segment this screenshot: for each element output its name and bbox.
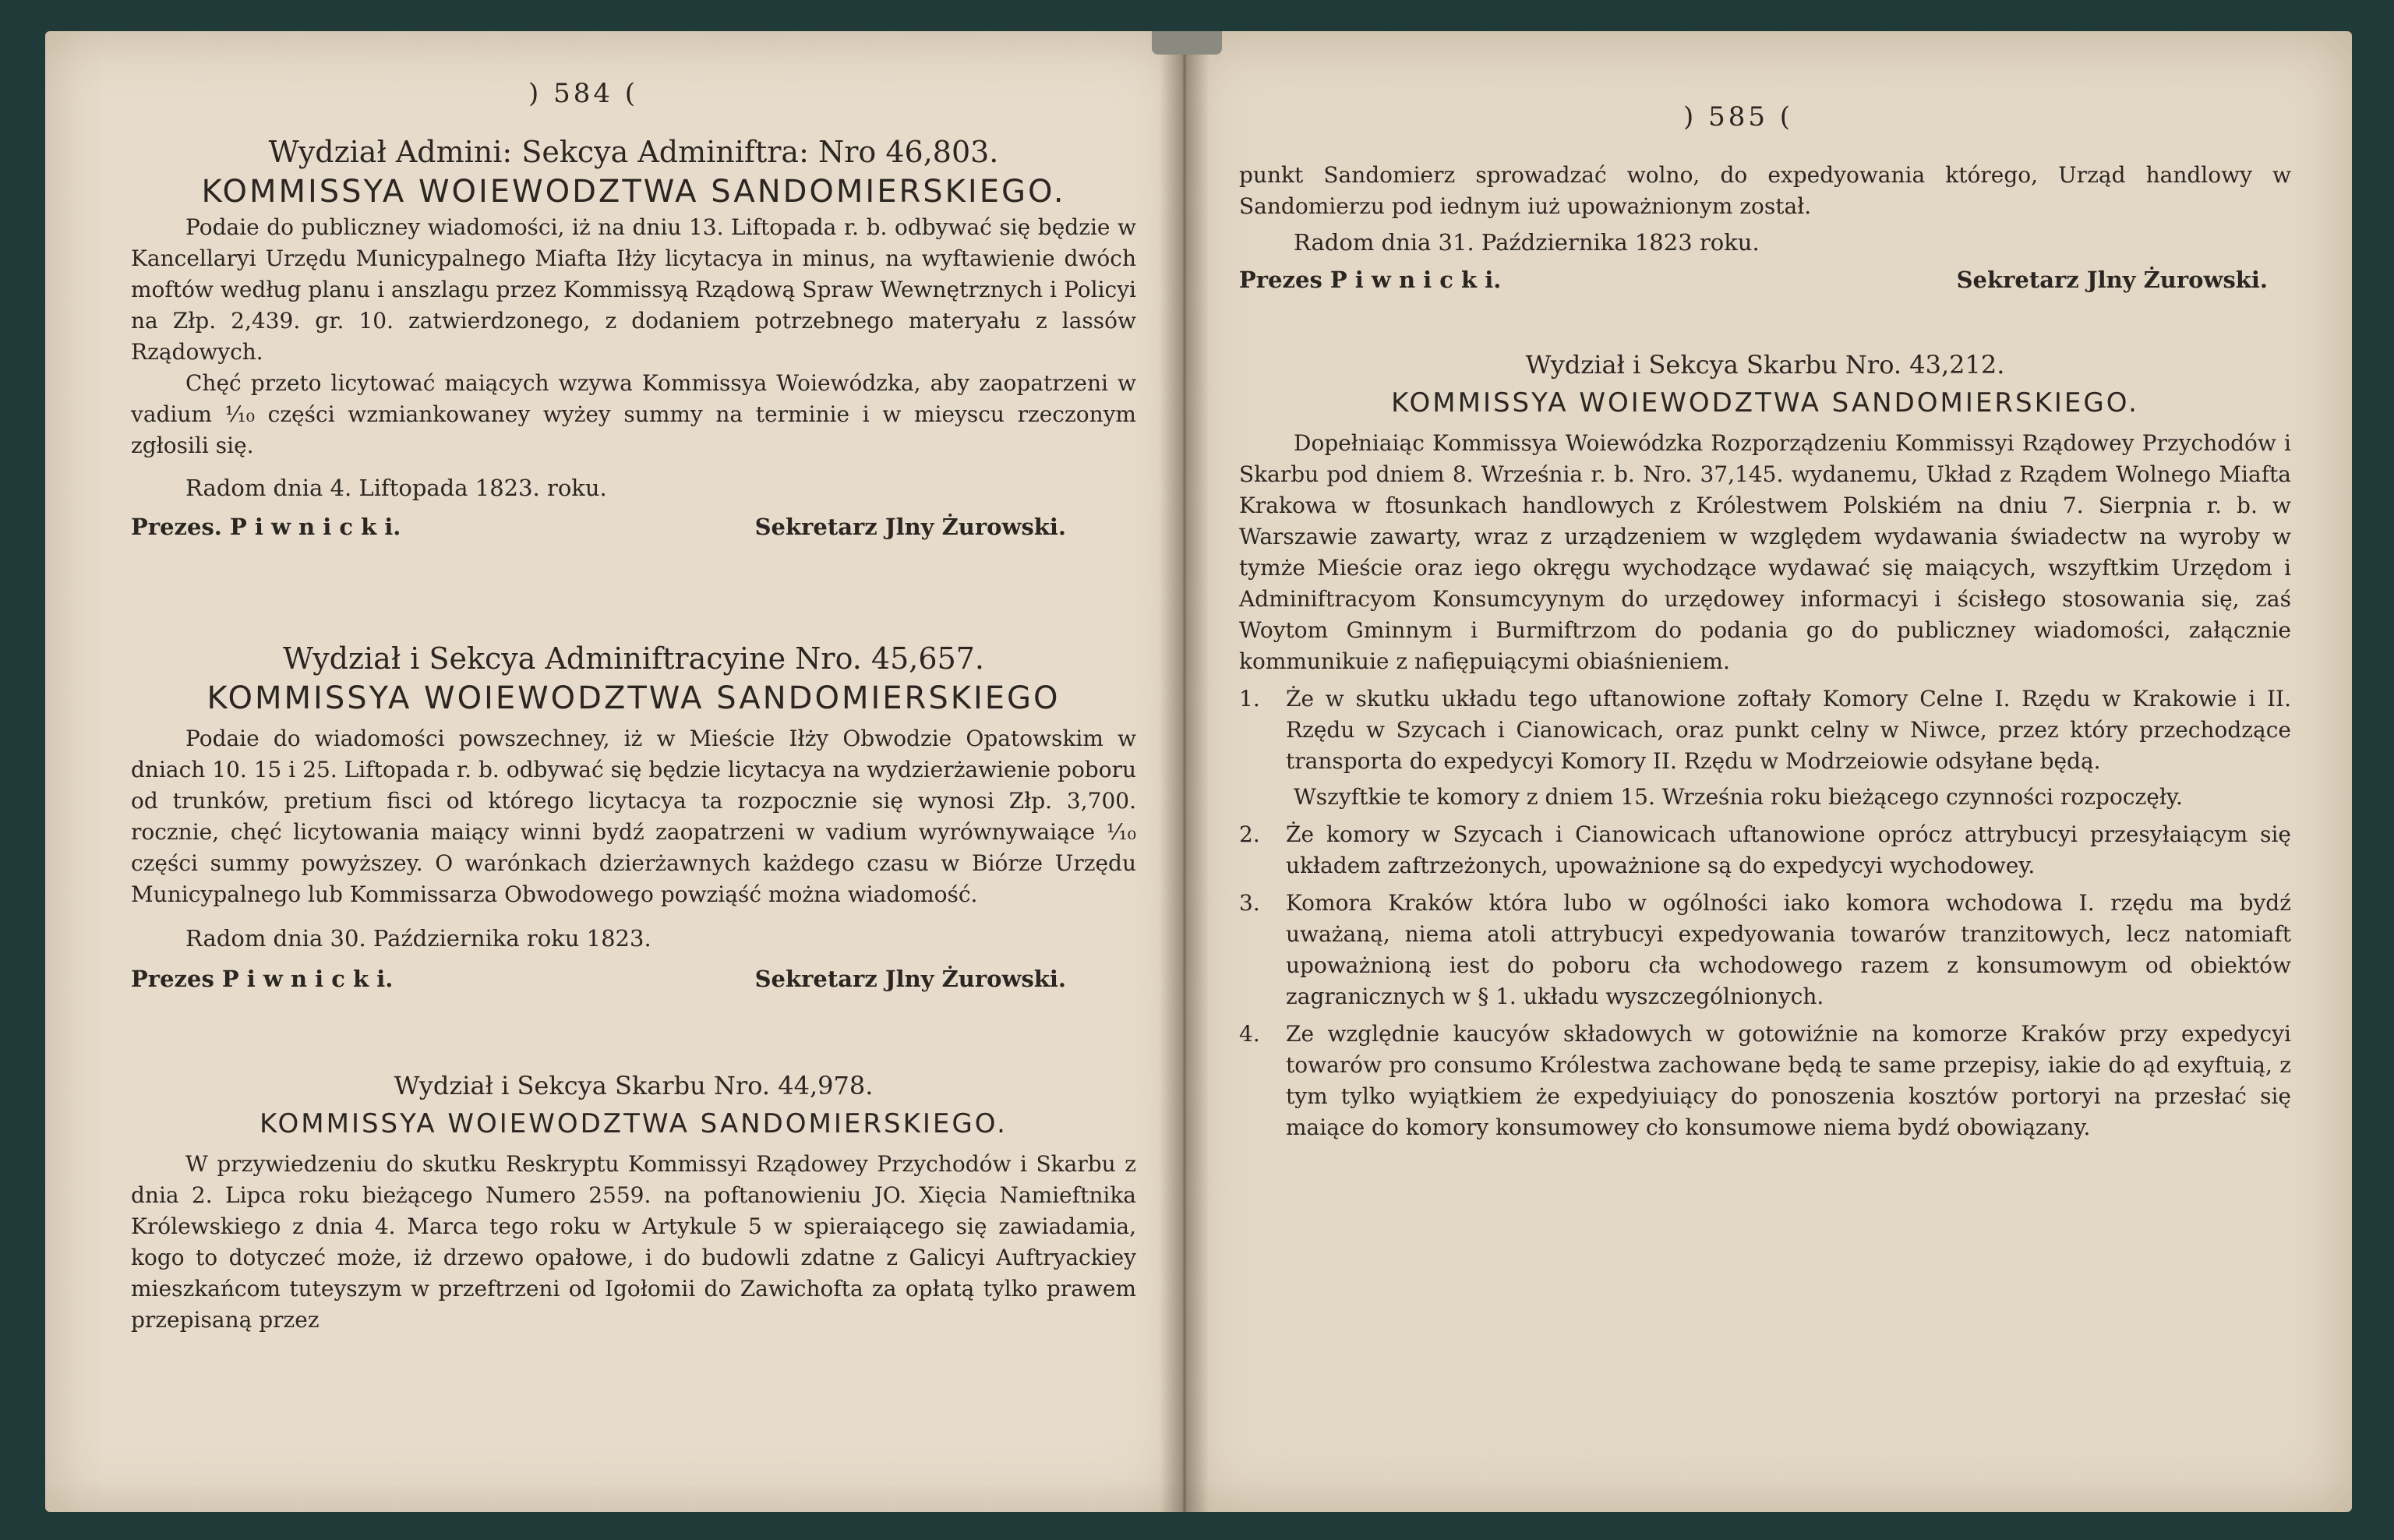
commission-title: KOMMISSYA WOIEWODZTWA SANDOMIERSKIEGO. (260, 1108, 1008, 1139)
notice-heading: Wydział i Sekcya Skarbu Nro. 44,978. (394, 1071, 874, 1100)
item-text: Wszyftkie te komory z dniem 15. Września roku bieżącego czynności rozpoczęły. (1294, 784, 2183, 810)
item-text: Że komory w Szycach i Cianowicach uftanowione oprócz attrybucyi przesyłaiącym się układem zaftrzeżonych, upoważnione są do expedycyi wychodowey. (1286, 821, 2291, 878)
notice-intro: Dopełniaiąc Kommissya Woiewódzka Rozporządzeniu Kommissyi Rządowey Przychodów i Skarbu pod dniem 8. Września r. b. Nro. 37,145. wydanemu, Układ z Rządem Wolnego Miafta Krakowa w ftosunkach handlowych z Królestwem Polskiém na dniu 7. Sierpnia r. b. w Warszawie zawarty, wraz z urządzeniem w względem wydawania świadectw na wyroby w tymże Mieście oraz iego okręgu wychodzące wydawać się maiących, wszyftkim Urzędom i Adminiftracyom Konsumcyynym do urzędowey informacyi i ścisłego stosowania się, zaś Woytom Gminnym i Burmiftrzom do podania go do publiczney wiadomości, załącznie kommunikuie z nafiępuiącymi obiaśnieniem. (1239, 430, 2291, 674)
notice-paragraph: Chęć przeto licytować maiących wzywa Kommissya Woiewódzka, aby zaopatrzeni w vadium ⅟₁₀ części wzmiankowaney wyżey summy na terminie i w mieyscu rzeczonym zgłosili się. (131, 370, 1136, 458)
commission-title: KOMMISSYA WOIEWODZTWA SANDOMIERSKIEGO (207, 680, 1061, 716)
list-item (1239, 683, 2291, 777)
notice-heading: Wydział i Sekcya Skarbu Nro. 43,212. (1525, 350, 2005, 380)
item-number: 4. (1239, 1021, 1260, 1047)
list-item (1239, 819, 2291, 881)
notice-paragraph: Podaie do publiczney wiadomości, iż na dniu 13. Liftopada r. b. odbywać się będzie w Kancellaryi Urzędu Municypalnego Miafta Iłży licytacya in minus, na wyftawienie dwóch moftów według planu i anszlagu przez Kommissyą Rządową Spraw Wewnętrznych i Policyi na Złp. 2,439. gr. 10. zatwierdzonego, z dodaniem potrzebnego materyału z lassów Rządowych. (131, 214, 1136, 365)
notice-heading: Wydział Admini: Sekcya Adminiftra: Nro 46,803. (268, 135, 999, 169)
signature-line (131, 511, 1136, 542)
item-number: 2. (1239, 821, 1260, 847)
page-number-left: ) 584 ( (528, 78, 639, 109)
book-gutter (1160, 31, 1209, 1512)
secretary-signature: Sekretarz Jlny Żurowski. (754, 514, 1066, 540)
item-number: 3. (1239, 890, 1260, 916)
secretary-signature: Sekretarz Jlny Żurowski. (754, 966, 1066, 992)
right-page (1185, 31, 2352, 1512)
left-page (45, 31, 1185, 1512)
date-line: Radom dnia 4. Liftopada 1823. roku. (185, 475, 607, 501)
signature-line (1239, 264, 2291, 295)
date-line: Radom dnia 30. Października roku 1823. (185, 925, 651, 952)
commission-title: KOMMISSYA WOIEWODZTWA SANDOMIERSKIEGO. (201, 174, 1066, 210)
notice-3 (131, 1068, 1136, 1336)
page-number-right: ) 585 ( (1683, 101, 1794, 132)
notice-2 (131, 639, 1136, 994)
notice-1 (131, 132, 1136, 542)
notice-paragraph: W przywiedzeniu do skutku Reskryptu Kommissyi Rządowey Przychodów i Skarbu z dnia 2. Lipca roku bieżącego Numero 2559. na poftanowieniu JO. Xięcia Namieftnika Królewskiego z dnia 4. Marca tego roku w Artykule 5 w spieraiącego się zawiadamia, kogo to dotyczeć może, iż drzewo opałowe, i do budowli zdatne z Galicyi Auftryackiey mieszkańcom tuteyszym w przeftrzeni od Igołomii do Zawichofta za opłatą tylko prawem przepisaną przez (131, 1151, 1136, 1333)
president-signature: Prezes. P i w n i c k i. (131, 514, 401, 540)
date-line: Radom dnia 31. Października 1823 roku. (1294, 229, 1760, 256)
book-spread (45, 31, 2352, 1512)
secretary-signature: Sekretarz Jlny Żurowski. (1956, 267, 2268, 293)
commission-title: KOMMISSYA WOIEWODZTWA SANDOMIERSKIEGO. (1391, 387, 2139, 419)
president-signature: Prezes P i w n i c k i. (1239, 267, 1502, 293)
list-item (1239, 782, 2291, 813)
notice-paragraph: Podaie do wiadomości powszechney, iż w Mieście Iłży Obwodzie Opatowskim w dniach 10. 15 i 25. Liftopada r. b. odbywać się będzie licytacya na wydzierżawienie poboru od trunków, pretium fisci od którego licytacya ta rozpocznie się wynosi Złp. 3,700. rocznie, chęć licytowania maiący winni bydź zaopatrzeni w vadium wyrównywaiące ⅟₁₀ części summy powyższey. O warónkach dzierżawnych każdego czasu w Biórze Urzędu Municypalnego lub Kommissarza Obwodowego powziąść można wiadomość. (131, 726, 1136, 907)
signature-line (131, 963, 1136, 994)
notice-4 (1239, 347, 2291, 1143)
list-item (1239, 1019, 2291, 1143)
president-signature: Prezes P i w n i c k i. (131, 966, 394, 992)
item-number: 1. (1239, 686, 1260, 712)
continuation-paragraph: punkt Sandomierz sprowadzać wolno, do expedyowania którego, Urząd handlowy w Sandomierzu pod iednym iuż upoważnionym został. (1239, 162, 2291, 219)
list-item (1239, 888, 2291, 1012)
item-text: Komora Kraków która lubo w ogólności iako komora wchodowa I. rzędu ma bydź uważaną, niema atoli attrybucyi expedyowania towarów tranzitowych, lecz natomiaft upoważnioną iest do poboru cła wchodowego razem z konsumowym od obiektów zagranicznych w § 1. układu wyszczególnionych. (1286, 890, 2291, 1009)
binding-thread (1152, 31, 1222, 55)
item-text: Ze względnie kaucyów składowych w gotowiźnie na komorze Kraków przy expedycyi towarów pro consumo Królestwa zachowane będą te same przepisy, iakie do ąd exyftuią, z tym tylko wyiątkiem że expedyiuiący do ponoszenia kosztów portoryi na przesłać się maiące do komory konsumowey cło konsumowe niema bydź obowiązany. (1286, 1021, 2291, 1140)
notice-heading: Wydział i Sekcya Adminiftracyine Nro. 45,657. (282, 641, 984, 676)
item-text: Że w skutku układu tego uftanowione zoftały Komory Celne I. Rzędu w Krakowie i II. Rzędu w Szycach i Cianowicach, oraz punkt celny w Niwce, przez który przechodzące transporta do expedycyi Komory II. Rzędu w Modrzeiowie odsyłane będą. (1286, 686, 2291, 774)
continuation-block (1239, 160, 2291, 295)
